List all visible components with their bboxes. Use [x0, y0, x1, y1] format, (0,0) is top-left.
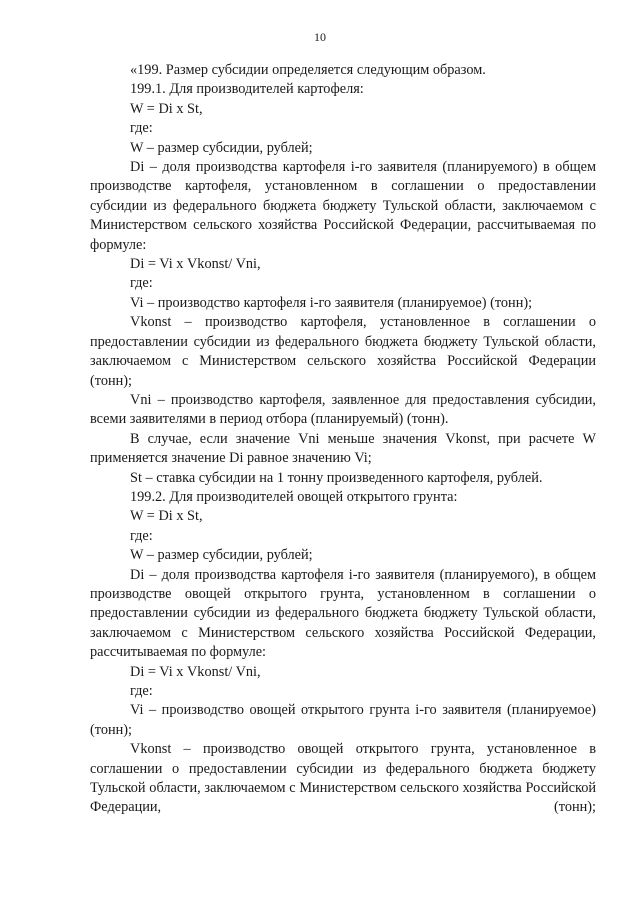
- paragraph: Vni – производство картофеля, заявленное для предоставления субсидии, всеми заявителями в период отбора (планируемый) (тонн).: [90, 391, 596, 428]
- paragraph: где:: [130, 120, 153, 137]
- paragraph: Di = Vi х Vkonst/ Vni,: [130, 256, 261, 273]
- paragraph: 199.1. Для производителей картофеля:: [130, 81, 364, 98]
- paragraph: где:: [130, 275, 153, 292]
- paragraph: Vkonst – производство овощей открытого грунта, установленное в соглашении о предоставлении субсидии из федерального бюджета бюджету Тульской области, заключаемом с Министерством сельского хозяйства Российской Федерации, (тонн);: [90, 741, 596, 816]
- paragraph: «199. Размер субсидии определяется следующим образом.: [130, 62, 486, 78]
- paragraph: Di – доля производства картофеля i-го заявителя (планируемого) в общем производстве картофеля, установленном в соглашении о предоставлении субсидии из федерального бюджета бюджету Тульской области, заключаемом с Министерством сельского хозяйства Российской Федерации, рассчитываемая по формуле:: [90, 159, 596, 253]
- paragraph: Vi – производство картофеля i-го заявителя (планируемое) (тонн);: [130, 294, 533, 311]
- paragraph: W = Di х St,: [130, 508, 203, 525]
- paragraph: Di – доля производства картофеля i-го заявителя (планируемого), в общем производстве овощей открытого грунта, установленном в соглашении о предоставлении субсидии из федерального бюджета бюджету Тульской области, заключаемом с Министерством сельского хозяйства Российской Федерации, рассчитываемая по формуле:: [90, 566, 596, 661]
- paragraph: Vkonst – производство картофеля, установленное в соглашении о предоставлении субсидии из федерального бюджета бюджету Тульской области, заключаемом с Министерством сельского хозяйства Российской Федерации (тонн);: [90, 314, 596, 389]
- paragraph: W – размер субсидии, рублей;: [130, 547, 313, 564]
- page-number: 10: [314, 30, 326, 44]
- paragraph: В случае, если значение Vni меньше значения Vkonst, при расчете W применяется значение Di равное значению Vi;: [90, 430, 596, 467]
- paragraph: где:: [130, 683, 153, 699]
- paragraph: 199.2. Для производителей овощей открытого грунта:: [130, 488, 458, 505]
- paragraph: W = Di х St,: [130, 100, 203, 117]
- paragraph: где:: [130, 527, 153, 544]
- paragraph: Vi – производство овощей открытого грунта i-го заявителя (планируемое) (тонн);: [90, 702, 596, 738]
- paragraph: St – ставка субсидии на 1 тонну произведенного картофеля, рублей.: [130, 469, 543, 486]
- paragraph: W – размер субсидии, рублей;: [130, 139, 313, 156]
- paragraph: Di = Vi х Vkonst/ Vni,: [130, 663, 261, 680]
- document-body: [90, 61, 596, 818]
